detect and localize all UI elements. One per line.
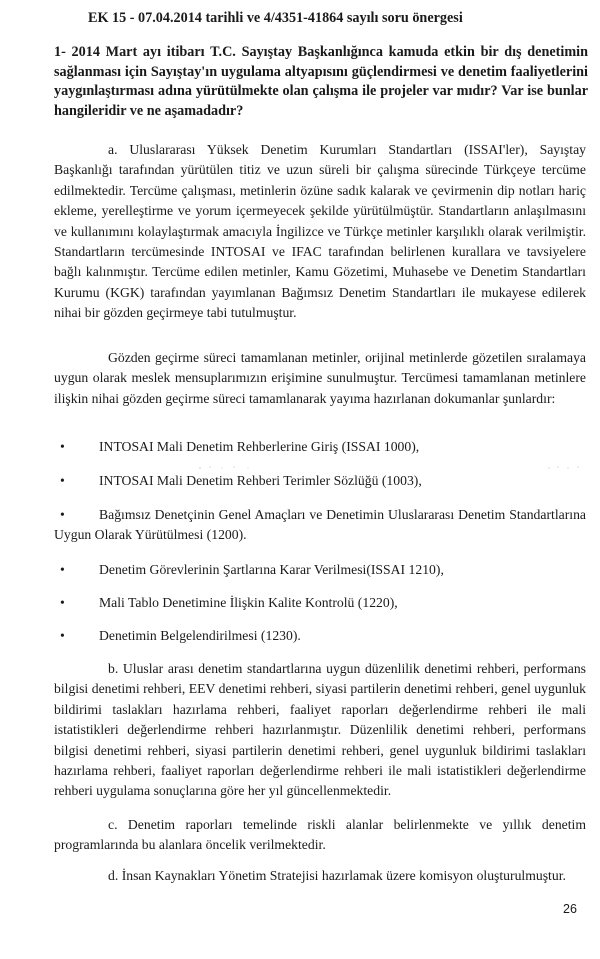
document-header: EK 15 - 07.04.2014 tarihli ve 4/4351-41864 sayılı soru önergesi <box>88 10 463 26</box>
list-item-text: Bağımsız Denetçinin Genel Amaçları ve Denetimin Uluslararası Denetim Standartlarına Uygun Olarak Yürütülmesi (1200). <box>54 507 586 543</box>
list-item-text: Mali Tablo Denetimine İlişkin Kalite Kontrolü (1220), <box>99 595 398 610</box>
bullet-icon: • <box>60 562 65 577</box>
list-item-text: INTOSAI Mali Denetim Rehberlerine Giriş (ISSAI 1000), <box>99 439 420 454</box>
page-number: 26 <box>563 902 577 916</box>
paragraph-b: b. Uluslar arası denetim standartlarına uygun düzenlilik denetimi rehberi, performans bilgisi denetimi rehberi, EEV denetimi rehberi, siyasi partilerin denetimi rehberi, genel uygunluk bildirimi taslakları hazırlama rehberi, faaliyet raporları değerlendirme rehberi ile mali istatistikleri değerlendirme rehberi hazırlanmıştır. Düzenlilik denetimi rehberi, performans bilgisi denetimi rehberi, siyasi partilerin denetimi rehberi, genel uygunluk bildirimi taslakları hazırlama rehberi, faaliyet raporları değerlendirme rehberi ile mali istatistikleri değerlendirme rehberi uygulama sonuçlarına göre her yıl güncellenmektedir. <box>54 661 586 799</box>
scan-speck-icon <box>546 465 582 471</box>
list-item <box>54 505 586 546</box>
paragraph-c: c. Denetim raporları temelinde riskli alanlar belirlenmekte ve yıllık denetim programlarında bu alanlara öncelik verilmektedir. <box>54 817 586 853</box>
bullet-icon: • <box>60 473 65 488</box>
scan-speck-icon <box>196 465 256 471</box>
paragraph-review: Gözden geçirme süreci tamamlanan metinler, orijinal metinlerde gözetilen sıralamaya uygun olarak meslek mensuplarımızın erişimine sunulmuştur. Tercümesi tamamlanan metinlere ilişkin nihai gözden geçirme süreci tamamlanarak yayıma hazırlanan dokumanlar şunlardır: <box>54 350 586 406</box>
question-text: 1- 2014 Mart ayı itibarı T.C. Sayıştay Başkanlığınca kamuda etkin bir dış denetimin sağlanması için Sayıştay'ın uygulama altyapısını güçlendirmesi ve denetim faaliyetlerini yaygınlaştırması adına yürütülmekte olan çalışma ile projeler var mıdır? Var ise bunlar hangileridir ve ne aşamadadır? <box>54 44 588 119</box>
list-item-text: Denetimin Belgelendirilmesi (1230). <box>99 628 301 643</box>
list-item-text: INTOSAI Mali Denetim Rehberi Terimler Sözlüğü (1003), <box>99 473 422 488</box>
list-item-text: Denetim Görevlerinin Şartlarına Karar Verilmesi(ISSAI 1210), <box>99 562 444 577</box>
paragraph-d: d. İnsan Kaynakları Yönetim Stratejisi hazırlamak üzere komisyon oluşturulmuştur. <box>108 868 566 883</box>
bullet-icon: • <box>60 439 65 454</box>
bullet-icon: • <box>60 628 65 643</box>
paragraph-a: a. Uluslararası Yüksek Denetim Kurumları Standartları (ISSAI'ler), Sayıştay Başkanlığı tarafından yürütülen titiz ve uzun süreli bir çalışma sürecinde Türkçeye tercüme edilmektedir. Tercüme çalışması, metinlerin özüne sadık kalarak ve çevirmenin dip notları hariç ekleme, yerelleştirme ve yorum içermeyecek şekilde yürütülmüştür. Standartların anlaşılmasını ve kullanımını kolaylaştırmak amacıyla İngilizce ve Türkçe metinler karşılıklı olarak verilmiştir. Standartların tercümesinde INTOSAI ve IFAC tarafından belirlenen kurallara ve tavsiyelere bağlı kalınmıştır. Tercüme edilen metinler, Kamu Gözetimi, Muhasebe ve Denetim Standartları Kurumu (KGK) tarafından yayımlanan Bağımsız Denetim Standartları ile mukayese edilerek nihai bir gözden geçirmeye tabi tutulmuştur. <box>54 142 586 321</box>
bullet-icon: • <box>60 595 65 610</box>
bullet-icon: • <box>60 507 65 522</box>
